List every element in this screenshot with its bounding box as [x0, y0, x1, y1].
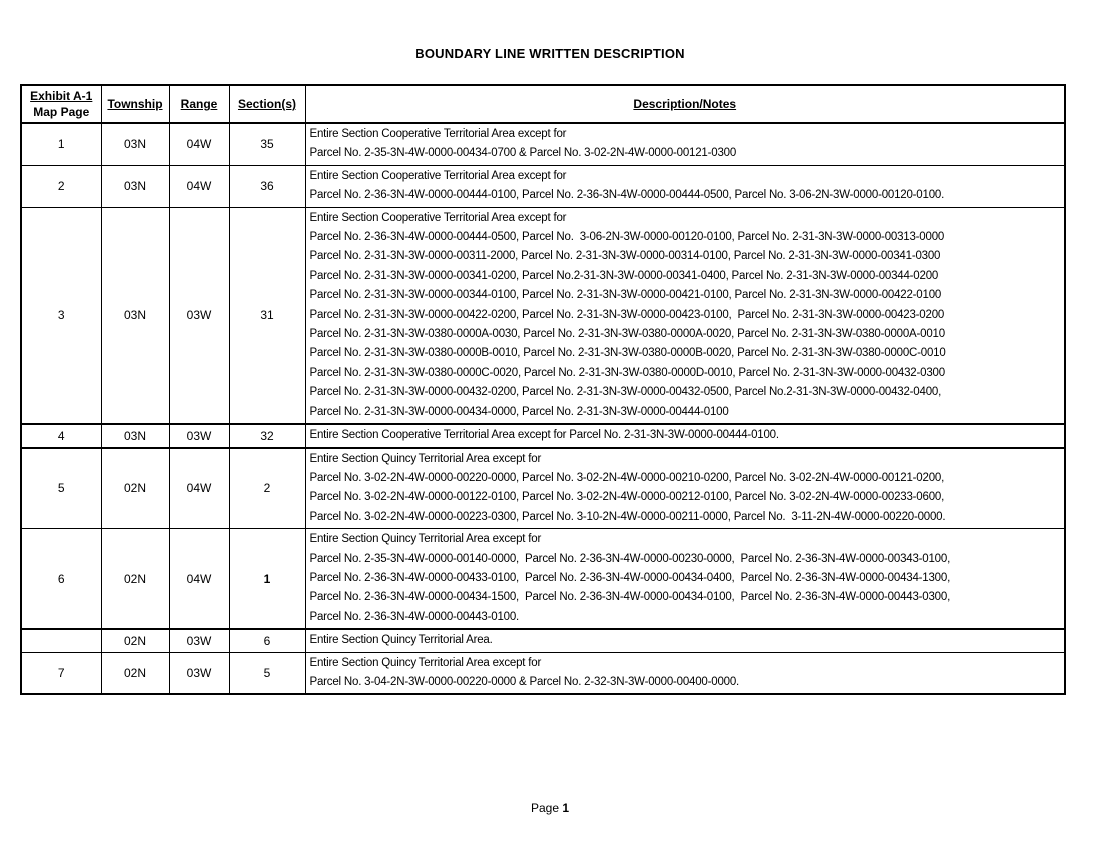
range-cell: 04W: [169, 123, 229, 165]
description-line: Parcel No. 2-36-3N-4W-0000-00433-0100, Parcel No. 2-36-3N-4W-0000-00434-0400, Parcel No. 2-36-3N-4W-0000-00434-1300,: [309, 571, 951, 584]
description-line: Parcel No. 2-31-3N-3W-0000-00341-0200, Parcel No.2-31-3N-3W-0000-00341-0400, Parcel No. 2-31-3N-3W-0000-00344-0200: [309, 269, 939, 282]
sections-cell: 32: [229, 424, 305, 447]
description-line: Parcel No. 2-31-3N-3W-0000-00432-0200, Parcel No. 2-31-3N-3W-0000-00432-0500, Parcel No.2-31-3N-3W-0000-00432-0400,: [309, 386, 942, 399]
description-cell: [305, 424, 1065, 447]
description-line: Parcel No. 3-02-2N-4W-0000-00220-0000, Parcel No. 3-02-2N-4W-0000-00210-0200, Parcel No. 3-02-2N-4W-0000-00121-0200,: [309, 471, 945, 484]
range-cell: 04W: [169, 165, 229, 207]
description-line: Entire Section Cooperative Territorial Area except for: [309, 169, 567, 182]
description-line: Parcel No. 2-31-3N-3W-0000-00422-0200, Parcel No. 2-31-3N-3W-0000-00423-0100, Parcel No. 2-31-3N-3W-0000-00423-0200: [309, 308, 945, 321]
description-line: Entire Section Quincy Territorial Area except for: [309, 452, 542, 465]
description-line: Entire Section Cooperative Territorial Area except for: [309, 128, 567, 140]
description-line: Parcel No. 3-02-2N-4W-0000-00122-0100, Parcel No. 3-02-2N-4W-0000-00212-0100, Parcel No. 3-02-2N-4W-0000-00233-0600,: [309, 491, 945, 504]
description-line: Parcel No. 2-31-3N-3W-0000-00434-0000, Parcel No. 2-31-3N-3W-0000-00444-0100: [309, 405, 729, 418]
header-map-page-line2: Map Page: [33, 105, 90, 119]
sections-cell: 31: [229, 207, 305, 424]
township-cell: 02N: [101, 652, 169, 694]
table-row: [21, 165, 1065, 207]
map-page-cell: 2: [21, 165, 101, 207]
description-line: Entire Section Quincy Territorial Area except for: [309, 656, 542, 669]
table-header: [21, 85, 1065, 123]
township-cell: 03N: [101, 123, 169, 165]
description-line: Parcel No. 2-35-3N-4W-0000-00434-0700 & Parcel No. 3-02-2N-4W-0000-00121-0300: [309, 147, 737, 160]
description-line: Entire Section Cooperative Territorial Area except for Parcel No. 2-31-3N-3W-0000-00444-0100.: [309, 429, 779, 442]
range-cell: 03W: [169, 652, 229, 694]
sections-cell: 36: [229, 165, 305, 207]
description-line: Entire Section Cooperative Territorial Area except for: [309, 211, 567, 224]
map-page-cell: 4: [21, 424, 101, 447]
sections-cell: 5: [229, 652, 305, 694]
map-page-cell: 5: [21, 448, 101, 529]
description-cell: [305, 448, 1065, 529]
description-cell: [305, 207, 1065, 424]
description-line: Parcel No. 2-31-3N-3W-0000-00311-2000, Parcel No. 2-31-3N-3W-0000-00314-0100, Parcel No. 2-31-3N-3W-0000-00341-0300: [309, 250, 941, 263]
page-footer-label: Page: [530, 801, 559, 815]
table-row: [21, 448, 1065, 529]
table-row: [21, 629, 1065, 652]
description-cell: [305, 123, 1065, 165]
description-line: Parcel No. 2-36-3N-4W-0000-00434-1500, Parcel No. 2-36-3N-4W-0000-00434-0100, Parcel No. 2-36-3N-4W-0000-00443-0300,: [309, 591, 951, 604]
table-row: [21, 529, 1065, 630]
range-cell: 04W: [169, 448, 229, 529]
description-line: Parcel No. 2-31-3N-3W-0380-0000A-0030, Parcel No. 2-31-3N-3W-0380-0000A-0020, Parcel No. 2-31-3N-3W-0380-0000A-0010: [309, 328, 945, 341]
township-cell: 02N: [101, 629, 169, 652]
table-body: [21, 123, 1065, 694]
description-cell: [305, 529, 1065, 630]
map-page-cell: 3: [21, 207, 101, 424]
header-row: [21, 85, 1065, 123]
description-line: Parcel No. 2-31-3N-3W-0380-0000B-0010, Parcel No. 2-31-3N-3W-0380-0000B-0020, Parcel No. 2-31-3N-3W-0380-0000C-0010: [309, 347, 946, 360]
map-page-cell: 1: [21, 123, 101, 165]
boundary-description-table: [20, 84, 1066, 695]
township-cell: 03N: [101, 207, 169, 424]
header-sections: Section(s): [229, 85, 305, 123]
township-cell: 03N: [101, 424, 169, 447]
page-title: BOUNDARY LINE WRITTEN DESCRIPTION: [415, 46, 685, 61]
page-footer: [0, 801, 1100, 815]
description-line: Parcel No. 2-35-3N-4W-0000-00140-0000, Parcel No. 2-36-3N-4W-0000-00230-0000, Parcel No. 2-36-3N-4W-0000-00343-0100,: [309, 552, 951, 565]
description-line: Parcel No. 2-36-3N-4W-0000-00444-0500, Parcel No. 3-06-2N-3W-0000-00120-0100, Parcel No. 2-31-3N-3W-0000-00313-0000: [309, 231, 945, 244]
header-map-page-line1: Exhibit A-1: [30, 89, 93, 103]
township-cell: 02N: [101, 448, 169, 529]
township-cell: 02N: [101, 529, 169, 630]
description-line: Parcel No. 3-04-2N-3W-0000-00220-0000 & Parcel No. 2-32-3N-3W-0000-00400-0000.: [309, 675, 740, 688]
sections-cell: 1: [229, 529, 305, 630]
header-township: Township: [101, 85, 169, 123]
header-map-page: [21, 85, 101, 123]
header-range: Range: [169, 85, 229, 123]
header-description: Description/Notes: [305, 85, 1065, 123]
range-cell: 04W: [169, 529, 229, 630]
description-line: Parcel No. 3-02-2N-4W-0000-00223-0300, Parcel No. 3-10-2N-4W-0000-00211-0000, Parcel No. 3-11-2N-4W-0000-00220-0000.: [309, 510, 946, 523]
description-line: Parcel No. 2-36-3N-4W-0000-00443-0100.: [309, 610, 520, 623]
sections-cell: 35: [229, 123, 305, 165]
sections-cell: 6: [229, 629, 305, 652]
map-page-cell: 6: [21, 529, 101, 630]
description-line: Entire Section Quincy Territorial Area.: [309, 634, 493, 647]
description-line: Parcel No. 2-31-3N-3W-0380-0000C-0020, Parcel No. 2-31-3N-3W-0380-0000D-0010, Parcel No. 2-31-3N-3W-0000-00432-0300: [309, 366, 945, 379]
table-row: [21, 123, 1065, 165]
description-cell: [305, 165, 1065, 207]
table-row: [21, 424, 1065, 447]
range-cell: 03W: [169, 629, 229, 652]
description-line: Parcel No. 2-36-3N-4W-0000-00444-0100, Parcel No. 2-36-3N-4W-0000-00444-0500, Parcel No. 3-06-2N-3W-0000-00120-0100.: [309, 189, 945, 202]
description-cell: [305, 629, 1065, 652]
map-page-cell: [21, 629, 101, 652]
township-cell: 03N: [101, 165, 169, 207]
description-cell: [305, 652, 1065, 694]
range-cell: 03W: [169, 207, 229, 424]
range-cell: 03W: [169, 424, 229, 447]
description-line: Parcel No. 2-31-3N-3W-0000-00344-0100, Parcel No. 2-31-3N-3W-0000-00421-0100, Parcel No. 2-31-3N-3W-0000-00422-0100: [309, 289, 942, 302]
map-page-cell: 7: [21, 652, 101, 694]
table-row: [21, 207, 1065, 424]
table-row: [21, 652, 1065, 694]
sections-cell: 2: [229, 448, 305, 529]
page-footer-number: 1: [562, 801, 570, 815]
description-line: Entire Section Quincy Territorial Area except for: [309, 533, 542, 546]
